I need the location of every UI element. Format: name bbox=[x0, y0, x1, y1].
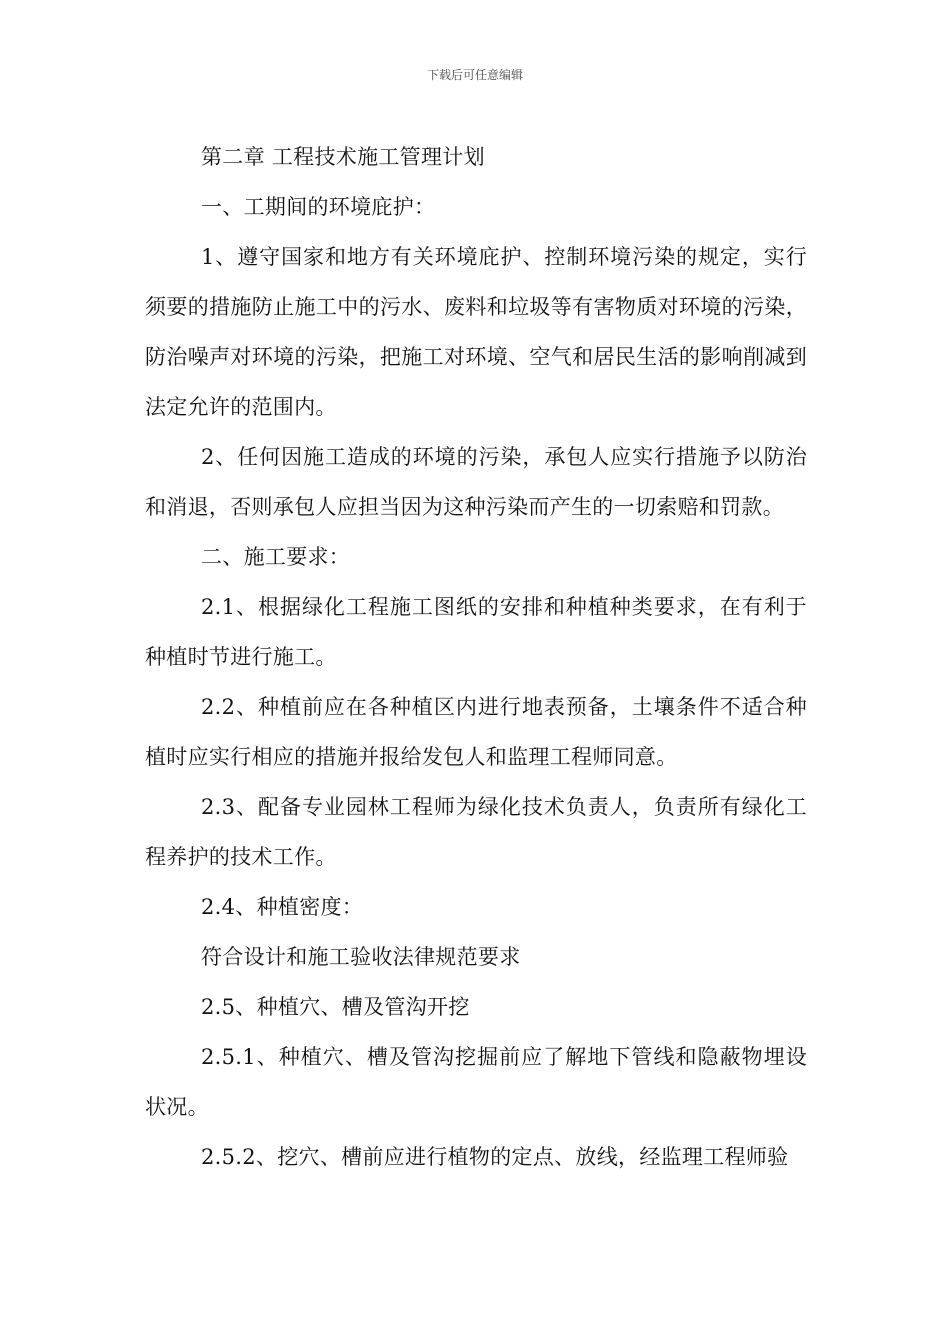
paragraph-density-note: 符合设计和施工验收法律规范要求 bbox=[201, 945, 521, 969]
paragraph-requirement-2-3: 2.3、配备专业园林工程师为绿化技术负责人，负责所有绿化工程养护的技术工作。 bbox=[145, 795, 807, 869]
section-heading-requirements: 二、施工要求： bbox=[201, 545, 351, 569]
document-body bbox=[145, 132, 807, 1182]
section-heading-environment: 一、工期间的环境庇护： bbox=[201, 195, 436, 219]
paragraph-requirement-2-2: 2.2、种植前应在各种植区内进行地表预备，土壤条件不适合种植时应实行相应的措施并报给发包人和监理工程师同意。 bbox=[145, 695, 807, 769]
chapter-title: 第二章 工程技术施工管理计划 bbox=[201, 145, 485, 169]
paragraph-requirement-2-5-1: 2.5.1、种植穴、槽及管沟挖掘前应了解地下管线和隐蔽物埋设状况。 bbox=[145, 1045, 807, 1119]
paragraph-requirement-2-1: 2.1、根据绿化工程施工图纸的安排和种植种类要求，在有利于种植时节进行施工。 bbox=[145, 595, 807, 669]
paragraph-environment-2: 2、任何因施工造成的环境的污染，承包人应实行措施予以防治和消退，否则承包人应担当因为这种污染而产生的一切索赔和罚款。 bbox=[145, 445, 807, 519]
page-header: 下载后可任意编辑 bbox=[426, 68, 523, 82]
paragraph-environment-1: 1、遵守国家和地方有关环境庇护、控制环境污染的规定，实行须要的措施防止施工中的污水、废料和垃圾等有害物质对环境的污染，防治噪声对环境的污染，把施工对环境、空气和居民生活的影响削减到法定允许的范围内。 bbox=[145, 245, 807, 419]
paragraph-requirement-2-5-2: 2.5.2、挖穴、槽前应进行植物的定点、放线，经监理工程师验 bbox=[201, 1145, 789, 1169]
paragraph-requirement-2-4: 2.4、种植密度： bbox=[201, 895, 364, 919]
paragraph-requirement-2-5: 2.5、种植穴、槽及管沟开挖 bbox=[201, 995, 470, 1019]
